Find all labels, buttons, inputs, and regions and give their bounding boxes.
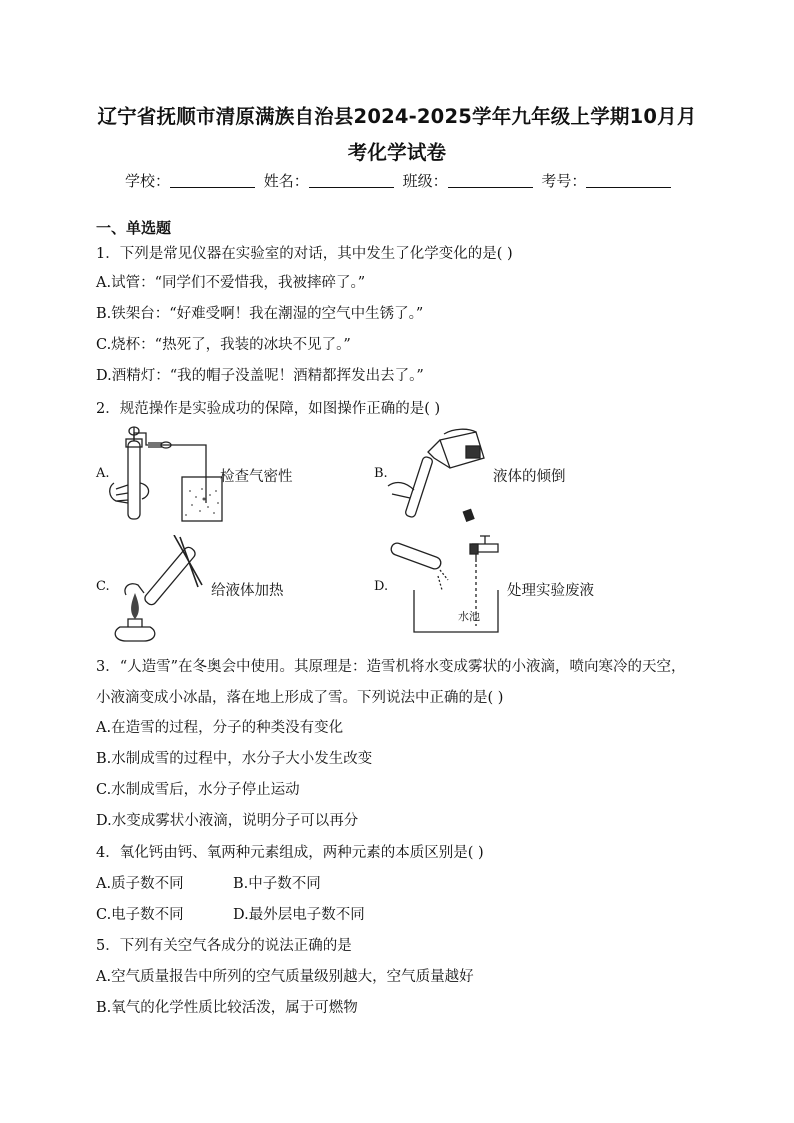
- exam-title-line-1: 辽宁省抚顺市清原满族自治县2024-2025学年九年级上学期10月月: [97, 105, 697, 128]
- q1-option-c: C.烧杯：“热死了，我装的冰块不见了。”: [96, 337, 351, 353]
- q4-option-d: D.最外层电子数不同: [233, 907, 365, 923]
- q5-option-a: A.空气质量报告中所列的空气质量级别越大，空气质量越好: [96, 969, 474, 985]
- q2-fig-b-letter: B.: [374, 466, 388, 481]
- q3-option-a: A.在造雪的过程，分子的种类没有变化: [96, 720, 344, 736]
- q1-option-b: B.铁架台：“好难受啊！我在潮湿的空气中生锈了。”: [96, 306, 424, 322]
- q4-option-b: B.中子数不同: [233, 876, 321, 892]
- class-label: 班级：: [402, 172, 448, 190]
- student-info-row: [125, 170, 675, 191]
- q2-fig-a-caption: 检查气密性: [220, 469, 293, 485]
- q2-fig-a-letter: A.: [96, 466, 110, 481]
- q5-stem: 5．下列有关空气各成分的说法正确的是: [96, 938, 352, 954]
- q4-stem: 4．氧化钙由钙、氧两种元素组成，两种元素的本质区别是( ): [96, 845, 484, 861]
- waste-disposal-figure: [384, 530, 508, 634]
- name-blank: [309, 173, 394, 188]
- q1-option-a: A.试管：“同学们不爱惜我，我被摔碎了。”: [96, 275, 366, 291]
- q3-option-d: D.水变成雾状小液滴，说明分子可以再分: [96, 813, 359, 829]
- liquid-pouring-figure: [384, 428, 494, 524]
- section-heading: 一、单选题: [96, 219, 172, 237]
- q2-fig-c-caption: 给液体加热: [211, 583, 284, 599]
- q2-stem: 2．规范操作是实验成功的保障，如图操作正确的是( ): [96, 401, 441, 417]
- class-blank: [448, 173, 533, 188]
- liquid-heating-figure: [104, 535, 208, 643]
- sink-label: 水池: [458, 610, 480, 623]
- q4-option-a: A.质子数不同: [96, 876, 184, 892]
- name-label: 姓名：: [263, 172, 309, 190]
- q2-fig-b-caption: 液体的倾倒: [493, 469, 566, 485]
- exam-title-line-2: 考化学试卷: [347, 141, 447, 164]
- q1-stem: 1．下列是常见仪器在实验室的对话，其中发生了化学变化的是( ): [96, 246, 513, 262]
- q3-stem: 3．“人造雪”在冬奥会中使用。其原理是：造雪机将水变成雾状的小液滴，喷向寒冷的天空，小液滴变成小冰晶，落在地上形成了雪。下列说法中正确的是( ): [96, 659, 686, 706]
- q5-option-b: B.氧气的化学性质比较活泼，属于可燃物: [96, 1000, 358, 1016]
- q1-option-d: D.酒精灯：“我的帽子没盖呢！酒精都挥发出去了。”: [96, 368, 424, 384]
- q4-option-c: C.电子数不同: [96, 907, 184, 923]
- exam-number-blank: [586, 173, 671, 188]
- exam-number-label: 考号：: [541, 172, 587, 190]
- airtightness-check-figure: [106, 423, 226, 523]
- q2-fig-d-letter: D.: [374, 579, 389, 594]
- q2-fig-c-letter: C.: [96, 579, 110, 594]
- q3-option-c: C.水制成雪后，水分子停止运动: [96, 782, 300, 798]
- school-blank: [170, 173, 255, 188]
- school-label: 学校：: [125, 172, 171, 190]
- q2-fig-d-caption: 处理实验废液: [507, 583, 594, 599]
- q3-option-b: B.水制成雪的过程中，水分子大小发生改变: [96, 751, 373, 767]
